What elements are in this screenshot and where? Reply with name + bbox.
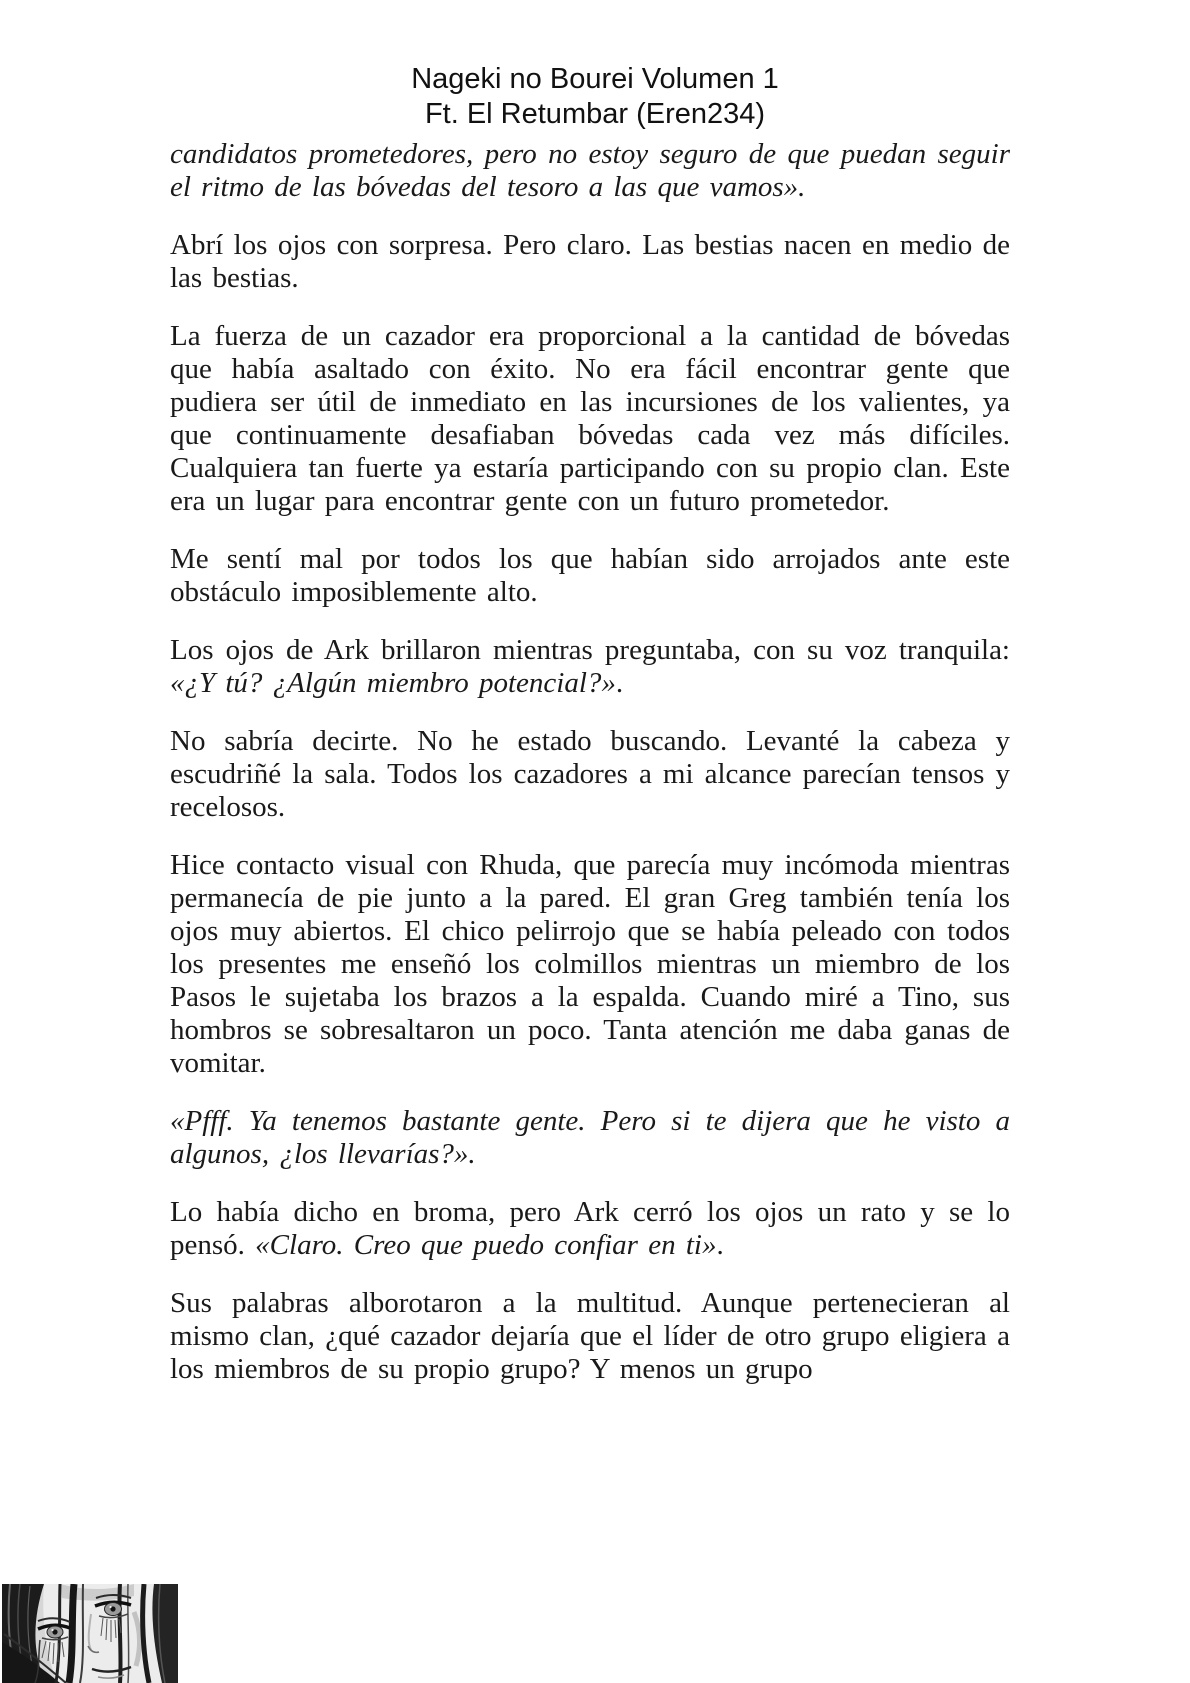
text-run: No sabría decirte. No he estado buscando. Levanté la cabeza y escudriñé la sala. Todos los cazadores a mi alcance parecían tensos y recelosos.	[170, 725, 1010, 823]
text-run: «¿Y tú? ¿Algún miembro potencial?»	[170, 667, 616, 699]
text-run: Hice contacto visual con Rhuda, que parecía muy incómoda mientras permanecía de pie junto a la pared. El gran Greg también tenía los ojos muy abiertos. El chico pelirrojo que se había peleado con todos los presentes me enseñó los colmillos mientras un miembro de los Pasos le sujetaba los brazos a la espalda. Cuando miré a Tino, sus hombros se sobresaltaron un poco. Tanta atención me daba ganas de vomitar.	[170, 849, 1010, 1079]
text-run: La fuerza de un cazador era proporcional a la cantidad de bóvedas que había asaltado con éxito. No era fácil encontrar gente que pudiera ser útil de inmediato en las incursiones de los valientes, ya que continuamente desafiaban bóvedas cada vez más difíciles. Cualquiera tan fuerte ya estaría participando con su propio clan. Este era un lugar para encontrar gente con un futuro prometedor.	[170, 320, 1010, 517]
paragraph	[170, 543, 1010, 609]
paragraph	[170, 1105, 1010, 1171]
page-subtitle: Ft. El Retumbar (Eren234)	[424, 98, 766, 130]
text-run: Abrí los ojos con sorpresa. Pero claro. Las bestias nacen en medio de las bestias.	[170, 229, 1010, 294]
paragraph	[170, 229, 1010, 295]
text-run: «Pfff. Ya tenemos bastante gente. Pero si te dijera que he visto a algunos, ¿los llevarías?».	[170, 1105, 1010, 1170]
text-run: candidatos prometedores, pero no estoy seguro de que puedan seguir el ritmo de las bóvedas del tesoro a las que vamos».	[170, 138, 1010, 203]
text-run: «Claro. Creo que puedo confiar en ti»	[255, 1229, 717, 1261]
paragraph	[170, 320, 1010, 518]
text-run: Lo había dicho en broma, pero Ark cerró los ojos un rato y se lo pensó.	[170, 1196, 1010, 1261]
paragraph	[170, 849, 1010, 1080]
paragraph	[170, 634, 1010, 700]
page-header	[0, 0, 1190, 132]
text-run: .	[716, 1229, 724, 1261]
paragraph	[170, 1287, 1010, 1386]
text-run: Me sentí mal por todos los que habían sido arrojados ante este obstáculo imposiblemente alto.	[170, 543, 1010, 608]
paragraph	[170, 138, 1010, 204]
document-body	[170, 138, 1010, 1386]
text-run: Los ojos de Ark brillaron mientras preguntaba, con su voz tranquila:	[170, 634, 1010, 666]
footer-manga-image	[2, 1584, 178, 1683]
text-run: Sus palabras alborotaron a la multitud. Aunque pertenecieran al mismo clan, ¿qué cazador dejaría que el líder de otro grupo eligiera a los miembros de su propio grupo? Y menos un grupo	[170, 1287, 1010, 1385]
paragraph	[170, 1196, 1010, 1262]
text-run: .	[615, 667, 624, 699]
page-title: Nageki no Bourei Volumen 1	[411, 63, 779, 95]
paragraph	[170, 725, 1010, 824]
